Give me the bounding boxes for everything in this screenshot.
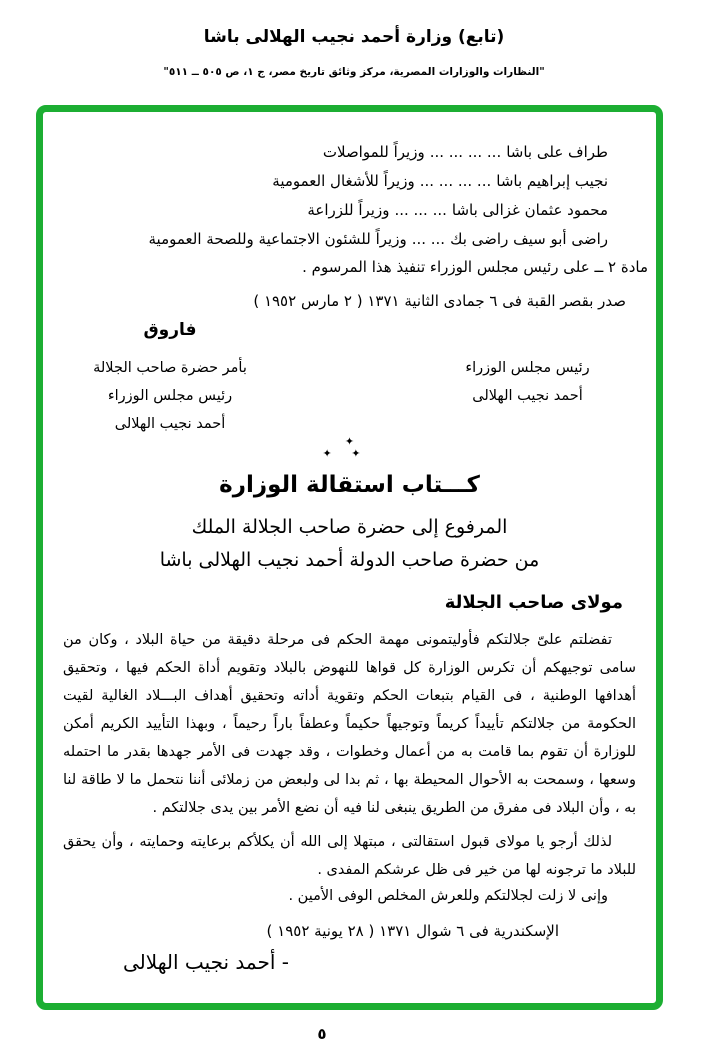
resignation-subheading-2: من حضرة صاحب الدولة أحمد نجيب الهلالى باشا xyxy=(159,549,540,571)
minister-name: طراف على باشا xyxy=(506,143,608,161)
minister-role: وزيراً للمواصلات xyxy=(322,143,425,161)
minister-row xyxy=(57,167,608,196)
dotted-leader: ... ... ... ... xyxy=(419,172,492,190)
countersign-pm-title: رئيس مجلس الوزراء xyxy=(107,388,233,404)
minister-name: نجيب إبراهيم باشا xyxy=(496,172,608,190)
ministers-list xyxy=(57,138,608,254)
decree-article-2: مادة ٢ ــ على رئيس مجلس الوزراء تنفيذ هذا المرسوم . xyxy=(302,258,648,276)
minister-row xyxy=(57,196,608,225)
dotted-leader: ... ... xyxy=(411,230,446,248)
resignation-paragraph-2: لذلك أرجو يا مولاى قبول استقالتى ، مبتهلا إلى الله أن يكلأكم برعايته وحمايته ، وأن يحقق للبلاد ما ترجونه لها من خير فى ظل عرشكم المفدى . xyxy=(63,834,636,878)
star-divider xyxy=(43,436,656,460)
minister-role: وزيراً للأشغال العمومية xyxy=(272,172,415,190)
dotted-leader: ... ... ... xyxy=(394,201,447,219)
royal-signature-farouk: فاروق xyxy=(143,320,197,340)
resignation-heading: كـــتاب استقالة الوزارة xyxy=(219,472,480,498)
minister-row xyxy=(57,225,608,254)
salutation-line: مولاى صاحب الجلالة xyxy=(444,592,623,613)
minister-name: راضى أبو سيف راضى بك xyxy=(450,230,608,248)
document-border-box xyxy=(36,105,663,1010)
signature-ahmed-naguib-elhilaly: - أحمد نجيب الهلالى xyxy=(123,950,289,974)
closing-line: وإنى لا زلت لجلالتكم وللعرش المخلص الوفى الأمين . xyxy=(288,888,608,904)
source-citation: "النظارات والوزارات المصرية، مركز وثائق تاريخ مصر، ج ١، ص ٥٠٥ ــ ٥١١" xyxy=(163,66,545,78)
decree-issued-line: صدر بقصر القبة فى ٦ جمادى الثانية ١٣٧١ ( ٢ مارس ١٩٥٢ ) xyxy=(253,292,626,310)
countersign-column xyxy=(93,354,247,438)
minister-role: وزيراً للزراعة xyxy=(307,201,390,219)
premier-name: أحمد نجيب الهلالى xyxy=(472,388,583,404)
minister-role: وزيراً للشئون الاجتماعية وللصحة العمومية xyxy=(148,230,407,248)
countersign-by-order: بأمر حضرة صاحب الجلالة xyxy=(93,360,247,376)
premier-column xyxy=(440,354,615,410)
date-place-line: الإسكندرية فى ٦ شوال ١٣٧١ ( ٢٨ يونية ١٩٥٢ ) xyxy=(266,922,559,940)
premier-title: رئيس مجلس الوزراء xyxy=(465,360,590,376)
page-number: ٥ xyxy=(317,1025,327,1043)
minister-row xyxy=(57,138,608,167)
dotted-leader: ... ... ... ... xyxy=(429,143,502,161)
page-title: (تابع) وزارة أحمد نجيب الهلالى باشا xyxy=(203,27,505,47)
minister-name: محمود عثمان غزالى باشا xyxy=(451,201,608,219)
star-pair-icon: ✦ ✦ xyxy=(322,447,369,460)
resignation-subheading-1: المرفوع إلى حضرة صاحب الجلالة الملك xyxy=(191,516,508,538)
countersign-pm-name: أحمد نجيب الهلالى xyxy=(114,416,226,432)
resignation-paragraph-1: تفضلتم علىّ جلالتكم فأوليتمونى مهمة الحكم فى مرحلة دقيقة من حياة البلاد ، وكان من سامى توجيهكم أن تكرس الوزارة كل قواها للنهوض بالبلاد وتقويم أداة الحكم فيها ، وتحقيق أهدافها الوطنية ، فى القيام بتبعات الحكم وتقوية أداته وتحقيق أهداف البـــلاد الغالية لقيت الحكومة من جلالتكم تأييداً كريماً وتوجيهاً حكيماً وعطفاً باراً رحيماً ، وبهذا التأييد الكريم أمكن للوزارة أن تقوم بما قامت به من أعمال وخطوات ، وقد جهدت فى الأمر جهدها بقدر ما احتمله وسعها ، وسمحت به الأحوال المحيطة بها ، ثم بدا لى ولبعض من زملائى أننا نتحمل ما لا طاقة لنا به ، وأن البلاد فى مفرق من الطريق ينبغى لنا فيه أن نضع الأمر بين يدى جلالتكم . xyxy=(63,632,636,816)
star-icon: ✦ xyxy=(344,435,355,448)
